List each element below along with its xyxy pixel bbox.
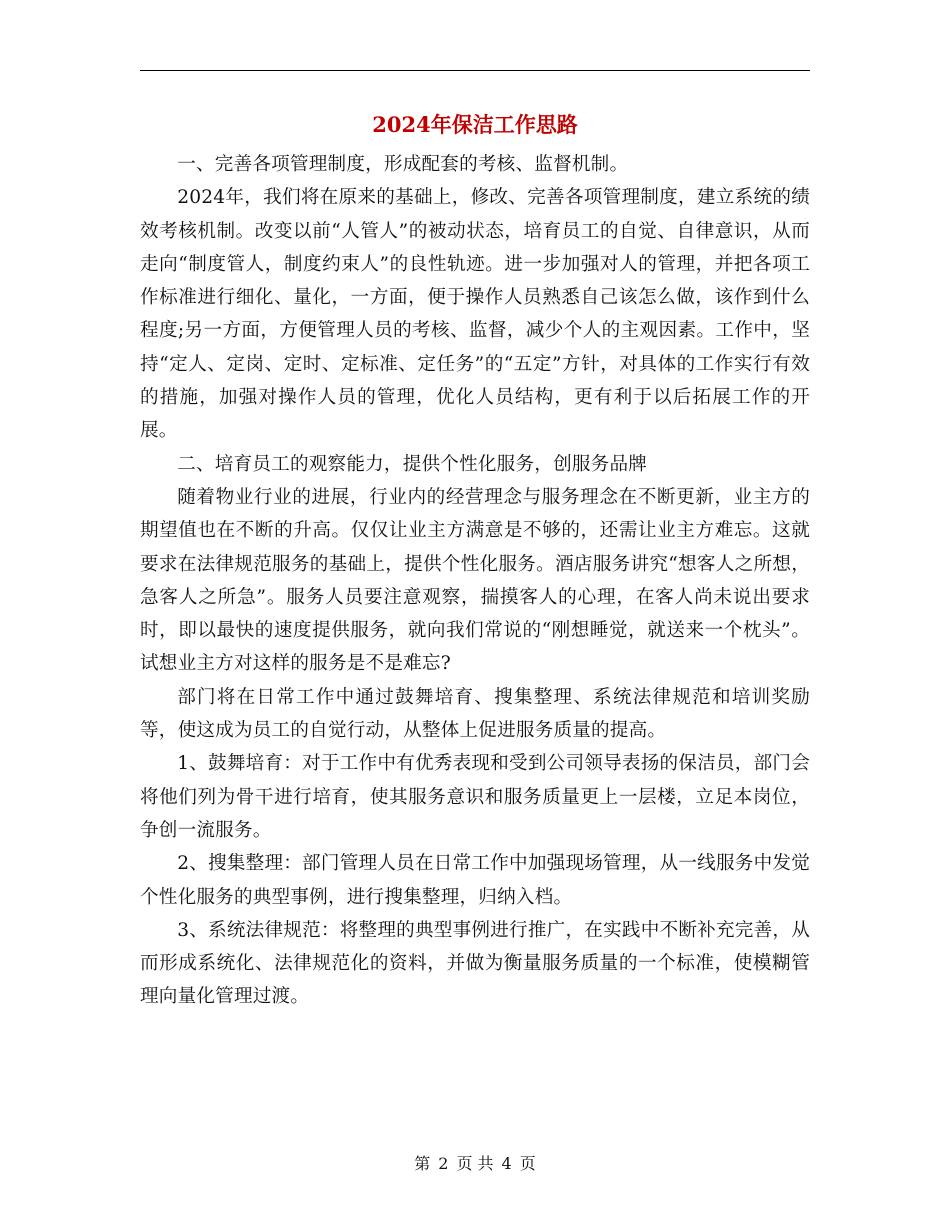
footer-prefix: 第 bbox=[414, 1154, 431, 1173]
document-title: 2024年保洁工作思路 bbox=[372, 112, 578, 137]
document-body bbox=[140, 148, 810, 1014]
list-item: 2、搜集整理：部门管理人员在日常工作中加强现场管理，从一线服务中发觉个性化服务的典型事例，进行搜集整理，归纳入档。 bbox=[140, 853, 810, 908]
list-item: 3、系统法律规范：将整理的典型事例进行推广，在实践中不断补充完善，从而形成系统化、法律规范化的资料，并做为衡量服务质量的一个标准，使模糊管理向量化管理过渡。 bbox=[140, 919, 810, 1008]
page-footer bbox=[0, 1152, 950, 1176]
header-rule bbox=[140, 70, 810, 71]
paragraph: 2024年，我们将在原来的基础上，修改、完善各项管理制度，建立系统的绩效考核机制。改变以前“人管人”的被动状态，培育员工的自觉、自律意识，从而走向“制度管人，制度约束人”的良性轨迹。进一步加强对人的管理，并把各项工作标准进行细化、量化，一方面，便于操作人员熟悉自己该怎么做，该作到什么程度;另一方面，方便管理人员的考核、监督，减少个人的主观因素。工作中，坚持“定人、定岗、定时、定标准、定任务”的“五定”方针，对具体的工作实行有效的措施，加强对操作人员的管理，优化人员结构，更有利于以后拓展工作的开展。 bbox=[140, 187, 810, 442]
footer-suffix: 页 bbox=[519, 1154, 536, 1173]
paragraph: 部门将在日常工作中通过鼓舞培育、搜集整理、系统法律规范和培训奖励等，使这成为员工的自觉行动，从整体上促进服务质量的提高。 bbox=[140, 686, 810, 742]
footer-total-pages: 4 bbox=[501, 1154, 512, 1173]
footer-current-page: 2 bbox=[438, 1154, 449, 1173]
section-heading-1: 一、完善各项管理制度，形成配套的考核、监督机制。 bbox=[177, 154, 629, 175]
section-heading-2: 二、培育员工的观察能力，提供个性化服务，创服务品牌 bbox=[177, 453, 648, 475]
paragraph: 随着物业行业的进展，行业内的经营理念与服务理念在不断更新，业主方的期望值也在不断的升高。仅仅让业主方满意是不够的，还需让业主方难忘。这就要求在法律规范服务的基础上，提供个性化服务。酒店服务讲究“想客人之所想，急客人之所急”。服务人员要注意观察，揣摸客人的心理，在客人尚未说出要求时，即以最快的速度提供服务，就向我们常说的“刚想睡觉，就送来一个枕头”。试想业主方对这样的服务是不是难忘? bbox=[140, 486, 810, 675]
list-item: 1、鼓舞培育：对于工作中有优秀表现和受到公司领导表扬的保洁员，部门会将他们列为骨干进行培育，使其服务意识和服务质量更上一层楼，立足本岗位，争创一流服务。 bbox=[140, 753, 810, 841]
footer-mid: 页 共 bbox=[456, 1154, 494, 1173]
